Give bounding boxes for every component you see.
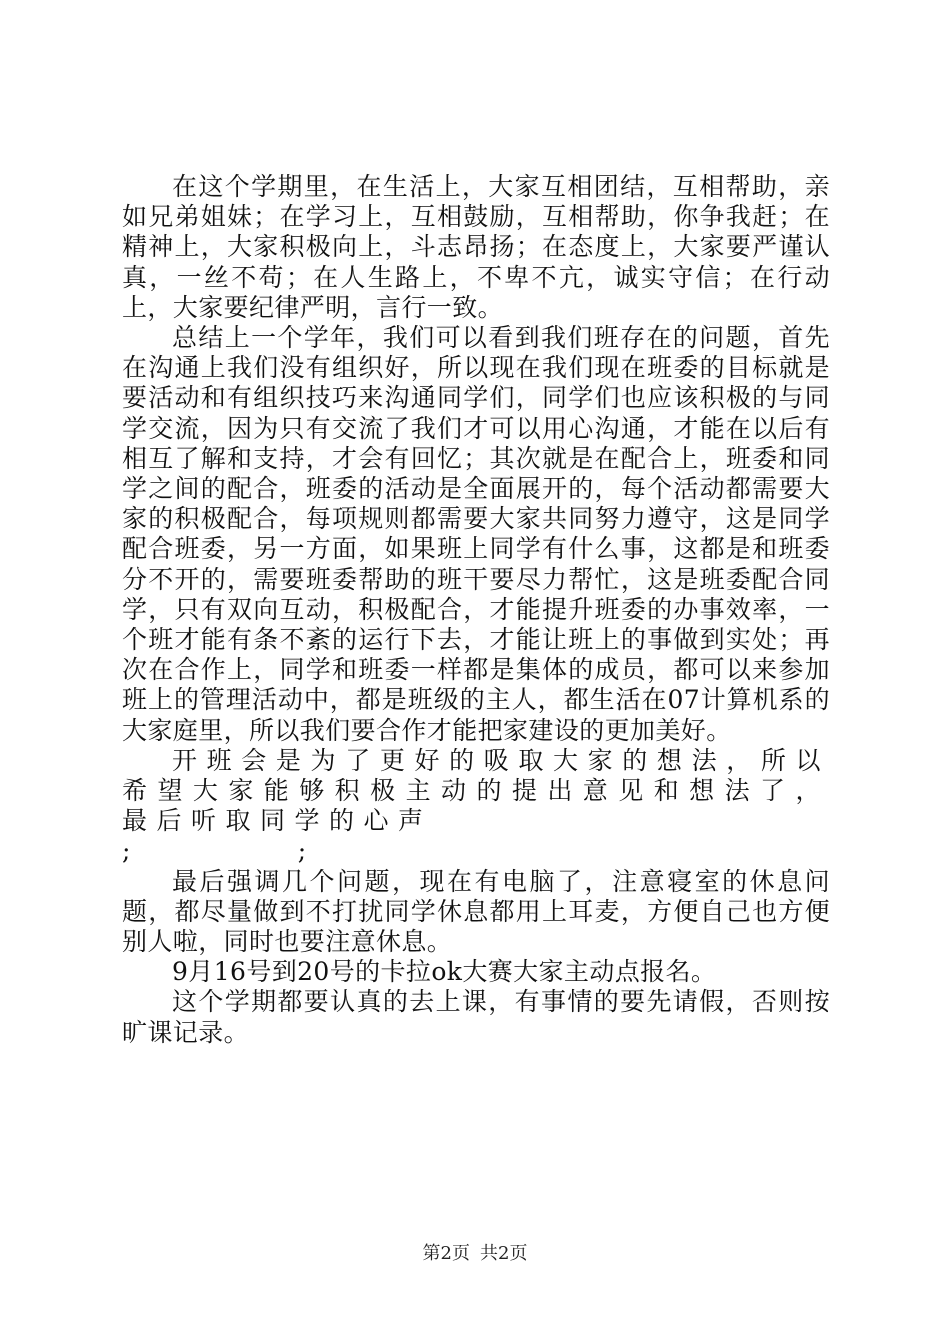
semicolon-line: ; ; (122, 836, 307, 866)
paragraph-4: 最后强调几个问题，现在有电脑了，注意寝室的休息问题，都尽量做到不打扰同学休息都用上耳麦，方便自己也方便别人啦，同时也要注意休息。 (122, 866, 830, 957)
document-body (122, 172, 830, 1048)
paragraph-5: 9月16号到20号的卡拉ok大赛大家主动点报名。 (172, 957, 717, 987)
page-number: 第2页 (422, 1243, 470, 1264)
paragraph-6: 这个学期都要认真的去上课，有事情的要先请假，否则按旷课记录。 (122, 987, 830, 1047)
page-total: 共2页 (480, 1243, 528, 1264)
paragraph-3: 开班会是为了更好的吸取大家的想法，所以希望大家能够积极主动的提出意见和想法了，最后听取同学的心声 (122, 745, 830, 836)
paragraph-1: 在这个学期里，在生活上，大家互相团结，互相帮助，亲如兄弟姐妹；在学习上，互相鼓励，互相帮助，你争我赶；在精神上，大家积极向上，斗志昂扬；在态度上，大家要严谨认真，一丝不苟；在人生路上，不卑不亢，诚实守信；在行动上，大家要纪律严明，言行一致。 (122, 172, 830, 322)
page-footer (0, 1242, 950, 1266)
paragraph-2: 总结上一个学年，我们可以看到我们班存在的问题，首先在沟通上我们没有组织好，所以现在我们现在班委的目标就是要活动和有组织技巧来沟通同学们，同学们也应该积极的与同学交流，因为只有交流了我们才可以用心沟通，才能在以后有相互了解和支持，才会有回忆；其次就是在配合上，班委和同学之间的配合，班委的活动是全面展开的，每个活动都需要大家的积极配合，每项规则都需要大家共同努力遵守，这是同学配合班委，另一方面，如果班上同学有什么事，这都是和班委分不开的，需要班委帮助的班干要尽力帮忙，这是班委配合同学，只有双向互动，积极配合，才能提升班委的办事效率，一个班才能有条不紊的运行下去，才能让班上的事做到实处；再次在合作上，同学和班委一样都是集体的成员，都可以来参加班上的管理活动中，都是班级的主人，都生活在07计算机系的大家庭里，所以我们要合作才能把家建设的更加美好。 (122, 323, 830, 745)
